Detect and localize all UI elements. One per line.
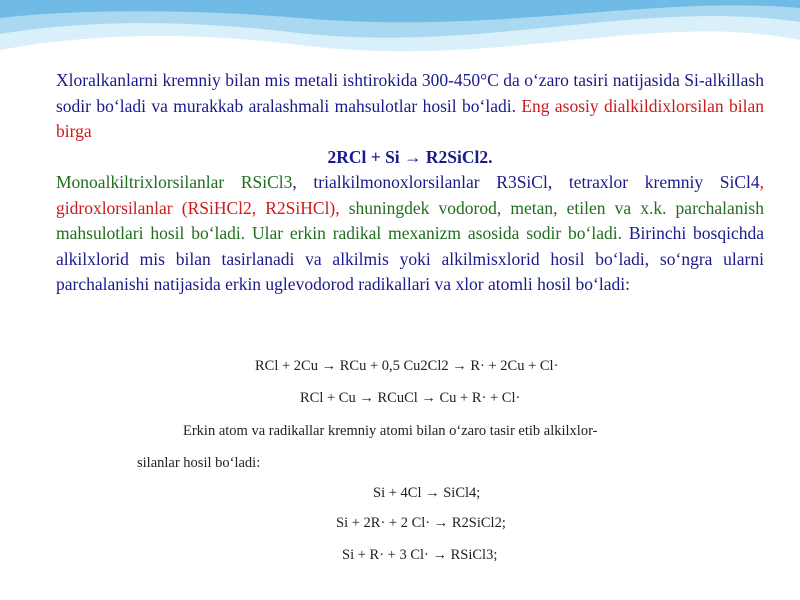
equation-2: RCl + Cu → RCuCl → Cu + R· + Cl· bbox=[300, 390, 521, 406]
equation-1: RCl + 2Cu → RCu + 0,5 Cu2Cl2 → R· + 2Cu + Cl· bbox=[255, 358, 559, 374]
products-text-3: , gidroxlorsilanlar (RSiHCl2, R2SiHCl), bbox=[56, 172, 764, 218]
intro-text: Xloralkanlarni kremniy bilan mis metali ishtirokida 300-450°C da o‘zaro tasiri natijasida Si-alkillash sodir bo‘ladi va murakkab aralashmali mahsulotlar hosil bo‘ladi. bbox=[56, 70, 764, 116]
products-text-2: , trialkilmonoxlorsilanlar R3SiCl, tetraxlor kremniy SiCl4 bbox=[292, 172, 760, 192]
paragraph-products bbox=[56, 170, 764, 298]
intro-highlight: Eng asosiy dialkildixlorsilan bilan birga bbox=[56, 95, 764, 141]
products-text-5: Birinchi bosqichda alkilxlorid mis bilan tasirlanadi va alkilmis yoki alkilmisxlorid hosil bo‘ladi, so‘ngra ularni parchalanishi natijasida erkin uglevodorod radikallari va xlor atomli hosil bo‘ladi: bbox=[56, 223, 765, 294]
paragraph-intro bbox=[56, 68, 764, 145]
explanation-line-1: Erkin atom va radikallar kremniy atomi bilan o‘zaro tasir etib alkilxlor- bbox=[183, 423, 598, 439]
products-text-1: Monoalkiltrixlorsilanlar RSiCl3 bbox=[56, 172, 293, 192]
equation-3: Si + 4Cl → SiCl4; bbox=[373, 485, 481, 501]
equation-5: Si + R· + 3 Cl· → RSiCl3; bbox=[342, 547, 498, 563]
equation-4: Si + 2R· + 2 Cl· → R2SiCl2; bbox=[336, 515, 506, 531]
main-text-block bbox=[56, 68, 764, 298]
explanation-line-2: silanlar hosil bo‘ladi: bbox=[137, 455, 261, 471]
main-formula: 2RCl + Si → R2SiCl2. bbox=[327, 146, 493, 167]
products-text-4: shuningdek vodorod, metan, etilen va x.k. parchalanish mahsulotlari hosil bo‘ladi. Ular erkin radikal mexanizm asosida sodir bo‘ladi. bbox=[56, 197, 764, 243]
